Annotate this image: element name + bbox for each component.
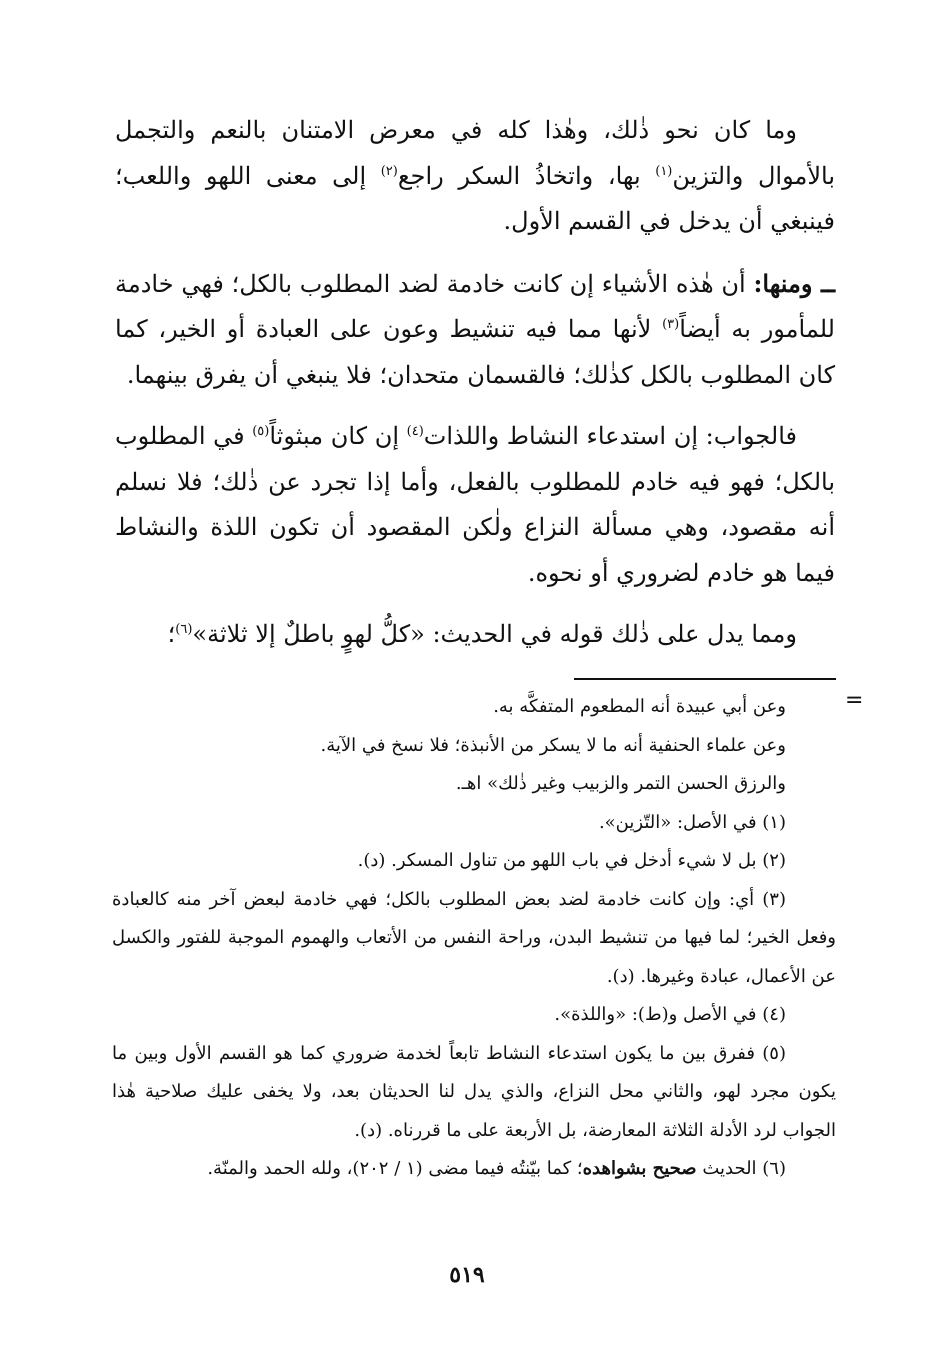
continuation-mark: =	[845, 688, 864, 713]
main-text	[115, 108, 835, 658]
paragraph-3-text-c: في المطلوب بالكل؛ فهو فيه خادم للمطلوب بالفعل، وأما إذا تجرد عن ذٰلك؛ فلا نسلم أنه مقصود، وهي مسألة النزاع ولٰكن المقصود أن تكون اللذة والنشاط فيما هو خادم لضروري أو نحوه.	[115, 422, 835, 587]
paragraph-2	[115, 261, 835, 399]
footnote-6-text-b: ؛ كما بيّنتُه فيما مضى (١ / ٢٠٢)، ولله الحمد والمنّة.	[207, 1158, 583, 1179]
footnote-2: (٢) بل لا شيء أدخل في باب اللهو من تناول المسكر. (د).	[357, 850, 786, 871]
footnote-continuation-2: وعن علماء الحنفية أنه ما لا يسكر من الأنبذة؛ فلا نسخ في الآية.	[320, 734, 786, 756]
footnote-continuation-3: والرزق الحسن التمر والزبيب وغير ذٰلك» اهـ.	[455, 773, 786, 794]
footnote-separator	[574, 678, 836, 680]
footnote-ref-3[interactable]: (٣)	[662, 317, 680, 332]
paragraph-3-text-b: إن كان مبثوثاً	[269, 422, 407, 450]
paragraph-3-text-a: فالجواب: إن استدعاء النشاط واللذات	[423, 422, 797, 450]
footnote-ref-5[interactable]: (٥)	[252, 424, 270, 439]
footnote-5: (٥) ففرق بين ما يكون استدعاء النشاط تابعاً لخدمة ضروري كما هو القسم الأول وبين ما يكون مجرد لهو، والثاني محل النزاع، والذي يدل لنا الحديثان بعد، ولا يخفى عليك صلاحية هٰذا الجواب لرد الأدلة الثلاثة المعارضة، بل الأربعة على ما قررناه. (د).	[112, 1042, 836, 1141]
paragraph-1-text-a: وما كان نحو ذٰلك، وهٰذا كله في معرض الامتنان بالنعم والتجمل بالأموال والتزين	[115, 116, 836, 190]
paragraph-1-text-b: بها، واتخاذُ السكر راجع	[397, 161, 656, 190]
paragraph-2-lead: ــ ومنها:	[753, 268, 836, 298]
paragraph-4-text-b: ؛	[167, 620, 176, 648]
page-number: ٥١٩	[449, 1262, 485, 1288]
footnote-ref-2[interactable]: (٢)	[380, 163, 398, 179]
paragraph-1-text-c: إلى معنى اللهو واللعب؛ فينبغي أن يدخل في القسم الأول.	[115, 161, 835, 235]
footnote-6	[112, 1150, 836, 1189]
footnote-ref-6[interactable]: (٦)	[175, 622, 193, 637]
paragraph-2-text-b: لأنها مما فيه تنشيط وعون على العبادة أو الخير، كما كان المطلوب بالكل كذٰلك؛ فالقسمان متحدان؛ فلا ينبغي أن يفرق بينهما.	[115, 315, 835, 389]
footnote-1: (١) في الأصل: «التّزين».	[598, 811, 786, 833]
footnote-6-bold: صحيح بشواهده	[582, 1158, 697, 1179]
footnote-continuation-1: وعن أبي عبيدة أنه المطعوم المتفكَّه به.	[493, 696, 786, 717]
footnote-ref-1[interactable]: (١)	[655, 163, 673, 179]
footnote-4: (٤) في الأصل و(ط): «واللذة».	[554, 1004, 786, 1025]
paragraph-2-text-a: أن هٰذه الأشياء إن كانت خادمة لضد المطلوب بالكل؛ فهي خادمة للمأمور به أيضاً	[115, 269, 835, 343]
footnote-6-text-a: (٦) الحديث	[696, 1158, 786, 1179]
paragraph-4	[115, 612, 835, 658]
paragraph-1	[115, 108, 835, 245]
footnote-3: (٣) أي: وإن كانت خادمة لضد بعض المطلوب بالكل؛ فهي خادمة لبعض آخر منه كالعبادة وفعل الخير؛ لما فيها من تنشيط البدن، وراحة النفس من الأتعاب والهموم الموجبة للفتور والكسل عن الأعمال، عبادة وغيرها. (د).	[112, 888, 836, 987]
paragraph-4-text-a: ومما يدل على ذٰلك قوله في الحديث: «كلُّ لهوٍ باطلٌ إلا ثلاثة»	[192, 620, 797, 648]
footnotes	[112, 688, 836, 1189]
footnote-ref-4[interactable]: (٤)	[406, 424, 424, 439]
paragraph-3	[115, 414, 835, 596]
